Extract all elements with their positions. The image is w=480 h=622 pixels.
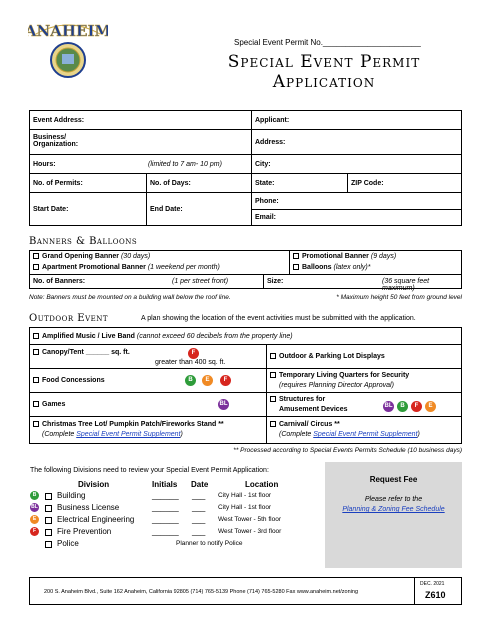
grand-opening-label: Grand Opening Banner <box>42 253 120 260</box>
footer <box>29 577 462 605</box>
applicant-form-table <box>29 110 462 226</box>
num-banners-label: No. of Banners: <box>33 278 86 285</box>
divisions-header-initials: Initials <box>152 480 178 489</box>
division-name: Business License <box>57 503 120 512</box>
grand-opening-option[interactable] <box>33 253 150 260</box>
temp-living-checkbox[interactable] <box>270 372 276 378</box>
size-note: (36 square feet maximum) <box>382 278 430 292</box>
division-row <box>30 491 320 503</box>
permit-number-label: Special Event Permit No.______________________ <box>234 38 421 47</box>
division-location: West Tower - 3rd floor <box>218 528 282 535</box>
hours-note: (limited to 7 am- 10 pm) <box>148 161 222 168</box>
request-fee-title: Request Fee <box>369 475 418 484</box>
outdoor-heading: Outdoor Event <box>29 313 109 324</box>
division-location: West Tower - 5th floor <box>218 516 281 523</box>
division-checkbox[interactable] <box>45 505 52 512</box>
address-label: Address: <box>255 139 286 146</box>
division-row <box>30 527 320 539</box>
electrical-badge: E <box>202 375 213 386</box>
fire-badge: F <box>188 348 199 359</box>
division-initials[interactable]: ______ <box>152 503 179 512</box>
division-badge: E <box>30 515 39 524</box>
divisions-header-location: Location <box>245 480 279 489</box>
division-date[interactable]: ___ <box>192 527 206 536</box>
structures-label: Structures for <box>279 396 326 403</box>
promotional-banner-option[interactable] <box>293 253 396 260</box>
request-fee-line1: Please refer to the <box>364 496 423 503</box>
temp-living-option[interactable] <box>270 372 409 379</box>
division-checkbox[interactable] <box>45 529 52 536</box>
apartment-banner-option[interactable] <box>33 264 220 271</box>
balloons-option[interactable] <box>293 264 370 271</box>
supplement-link[interactable]: Special Event Permit Supplement <box>313 431 418 438</box>
outdoor-parking-checkbox[interactable] <box>270 353 276 359</box>
business-license-badge: BL <box>383 401 394 412</box>
promotional-banner-note: (9 days) <box>370 253 397 260</box>
division-name: Fire Prevention <box>57 527 112 536</box>
outdoor-table <box>29 327 462 444</box>
temp-living-note: (requires Planning Director Approval) <box>279 382 394 389</box>
christmas-note-post: ) <box>180 431 183 438</box>
division-row <box>30 503 320 515</box>
start-date-label: Start Date: <box>33 206 69 213</box>
business-org-label: Business/ Organization: <box>33 134 79 148</box>
division-initials[interactable]: ______ <box>152 515 179 524</box>
balloons-checkbox[interactable] <box>293 264 299 270</box>
banners-table <box>29 250 462 292</box>
footer-address: 200 S. Anaheim Blvd., Suite 162 Anaheim, California 92805 (714) 765-5139 Phone (714) 765-5280 Fax www.anaheim.net/zoning <box>44 589 359 595</box>
divisions-intro: The following Divisions need to review your Special Event Permit Application: <box>30 467 269 474</box>
building-badge: B <box>397 401 408 412</box>
end-date-label: End Date: <box>150 206 183 213</box>
banners-note-left: Note: Banners must be mounted on a building wall below the roof line. <box>29 294 231 301</box>
form-code: Z610 <box>425 590 446 600</box>
canopy-checkbox[interactable] <box>33 349 39 355</box>
footer-date: DEC. 2021 <box>420 581 445 587</box>
structures-option[interactable] <box>270 396 325 403</box>
amplified-music-checkbox[interactable] <box>33 333 39 339</box>
christmas-note-pre: (Complete <box>42 431 77 438</box>
division-date[interactable]: ___ <box>192 515 206 524</box>
food-concessions-label: Food Concessions <box>42 377 105 384</box>
event-address-label: Event Address: <box>33 117 85 124</box>
division-location: City Hall - 1st floor <box>218 504 272 511</box>
amplified-music-option[interactable] <box>33 333 293 340</box>
building-badge: B <box>185 375 196 386</box>
electrical-badge: E <box>425 401 436 412</box>
amplified-music-label: Amplified Music / Live Band <box>42 333 135 340</box>
size-label: Size: <box>267 278 284 285</box>
division-name: Building <box>57 491 86 500</box>
promotional-banner-label: Promotional Banner <box>302 253 369 260</box>
canopy-note: greater than 400 sq. ft. <box>155 359 226 366</box>
christmas-label: Christmas Tree Lot/ Pumpkin Patch/Fireworks Stand ** <box>42 421 224 428</box>
per-street-note: (1 per street front) <box>172 278 229 285</box>
city-label: City: <box>255 161 271 168</box>
supplement-link[interactable]: Special Event Permit Supplement <box>76 431 181 438</box>
balloons-label: Balloons <box>302 264 332 271</box>
grand-opening-note: (30 days) <box>120 253 151 260</box>
outdoor-parking-option[interactable] <box>270 353 385 360</box>
division-location: City Hall - 1st floor <box>218 492 272 499</box>
page-title <box>204 52 444 92</box>
applicant-label: Applicant: <box>255 117 290 124</box>
division-row <box>30 539 320 551</box>
divisions-header-date: Date <box>191 480 209 489</box>
carnival-checkbox[interactable] <box>270 421 276 427</box>
carnival-note-pre: (Complete <box>279 431 314 438</box>
fire-badge: F <box>220 375 231 386</box>
games-option[interactable] <box>33 401 65 408</box>
balloons-note: (latex only)* <box>333 264 371 271</box>
christmas-checkbox[interactable] <box>33 421 39 427</box>
division-badge: B <box>30 491 39 500</box>
division-checkbox[interactable] <box>45 517 52 524</box>
division-date[interactable]: ___ <box>192 491 206 500</box>
fire-badge: F <box>411 401 422 412</box>
division-location: Planner to notify Police <box>176 540 243 547</box>
apartment-banner-note: (1 weekend per month) <box>147 264 220 271</box>
canopy-label: Canopy/Tent ______ sq. ft. <box>42 349 130 356</box>
division-row <box>30 515 320 527</box>
num-days-label: No. of Days: <box>150 180 191 187</box>
title-line-1: Special Event Permit <box>227 52 421 72</box>
canopy-option[interactable] <box>33 349 130 356</box>
outdoor-plan-note: A plan showing the location of the event activities must be submitted with the application. <box>141 315 416 322</box>
food-concessions-option[interactable] <box>33 377 105 384</box>
carnival-note <box>279 431 420 438</box>
division-initials[interactable]: ______ <box>152 491 179 500</box>
zip-label: ZIP Code: <box>351 180 384 187</box>
banners-heading: Banners & Balloons <box>29 236 138 247</box>
banners-note-right: * Maximum height 50 feet from ground level <box>336 294 462 301</box>
division-initials[interactable]: ______ <box>152 527 179 536</box>
num-permits-label: No. of Permits: <box>33 180 83 187</box>
division-checkbox[interactable] <box>45 493 52 500</box>
food-concessions-checkbox[interactable] <box>33 377 39 383</box>
title-line-2: Application <box>272 72 376 92</box>
division-name: Electrical Engineering <box>57 515 135 524</box>
processed-note: ** Processed according to Special Events Permits Schedule (10 business days) <box>233 447 462 454</box>
carnival-note-post: ) <box>417 431 420 438</box>
christmas-option[interactable] <box>33 421 224 428</box>
city-logo <box>28 10 108 88</box>
division-date[interactable]: ___ <box>192 503 206 512</box>
division-badge: BL <box>31 504 38 510</box>
business-license-badge: BL <box>218 399 229 410</box>
fee-schedule-link[interactable]: Planning & Zoning Fee Schedule <box>342 506 445 513</box>
apartment-banner-label: Apartment Promotional Banner <box>42 264 146 271</box>
games-checkbox[interactable] <box>33 401 39 407</box>
outdoor-parking-label: Outdoor & Parking Lot Displays <box>279 353 385 360</box>
email-label: Email: <box>255 214 277 221</box>
division-name: Police <box>57 539 79 548</box>
state-label: State: <box>255 180 275 187</box>
carnival-label: Carnival/ Circus ** <box>279 421 340 428</box>
games-label: Games <box>42 401 66 408</box>
logo-text: ANAHEIM <box>28 22 108 40</box>
christmas-note <box>42 431 183 438</box>
hours-label: Hours: <box>33 161 56 168</box>
amplified-music-note: (cannot exceed 60 decibels from the property line) <box>136 333 293 340</box>
divisions-header-division: Division <box>78 480 110 489</box>
grand-opening-checkbox[interactable] <box>33 253 39 259</box>
structures-label-2: Amusement Devices <box>279 406 348 413</box>
promotional-banner-checkbox[interactable] <box>293 253 299 259</box>
division-checkbox[interactable] <box>45 541 52 548</box>
apartment-banner-checkbox[interactable] <box>33 264 39 270</box>
carnival-option[interactable] <box>270 421 340 428</box>
structures-checkbox[interactable] <box>270 396 276 402</box>
phone-label: Phone: <box>255 198 279 205</box>
division-badge: F <box>30 527 39 536</box>
request-fee-box <box>325 462 462 568</box>
temp-living-label: Temporary Living Quarters for Security <box>279 372 410 379</box>
